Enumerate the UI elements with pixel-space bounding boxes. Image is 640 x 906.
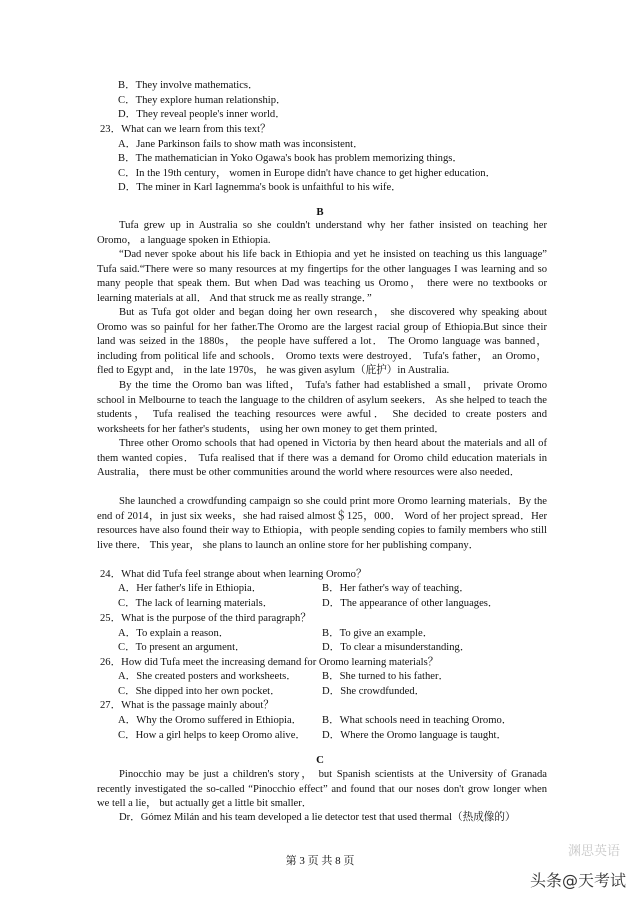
q26-option-c: C．She dipped into her own pocket． (118, 686, 281, 697)
q22-option-d: D．They reveal people's inner world． (118, 109, 286, 120)
b-paragraph-5: Three other Oromo schools that had opened in Victoria by then heard about the materials and all of them wanted copies． Tufa realised that if there was a demand for Oromo child education materials in Australia， there must be other communities around the world where resources were also needed． (97, 438, 547, 479)
q27-stem: 27．What is the passage mainly about？ (100, 700, 274, 711)
q24-option-d: D．The appearance of other languages． (322, 598, 499, 609)
q24-option-a: A．Her father's life in Ethiopia． (118, 583, 263, 594)
q27-option-a: A．Why the Oromo suffered in Ethiopia． (118, 715, 303, 726)
q27-option-d: D．Where the Oromo language is taught． (322, 730, 508, 741)
q22-option-c: C．They explore human relationship． (118, 95, 287, 106)
q25-option-d: D．To clear a misunderstanding． (322, 642, 471, 653)
q25-stem: 25．What is the purpose of the third paragraph？ (100, 613, 311, 624)
q24-stem: 24．What did Tufa feel strange about when learning Oromo？ (100, 569, 367, 580)
q25-option-a: A．To explain a reason． (118, 628, 230, 639)
q26-stem: 26．How did Tufa meet the increasing demand for Oromo learning materials？ (100, 657, 439, 668)
toutiao-watermark (530, 868, 626, 891)
q23-option-a: A．Jane Parkinson fails to show math was inconsistent． (118, 139, 364, 150)
q24-option-b: B．Her father's way of teaching． (322, 583, 470, 594)
c-paragraph-1: Pinocchio may be just a children's story， but Spanish scientists at the University of Granada recently investigated the so-called “Pinocchio effect” and found that our noses don't grow longer when we tell a lie， but actually get a little bit smaller． (97, 769, 547, 810)
faint-watermark: 渊思英语 (567, 844, 620, 859)
q23-option-c: C．In the 19th century， women in Europe didn't have chance to get higher education． (118, 168, 497, 179)
q24-option-c: C．The lack of learning materials． (118, 598, 274, 609)
page-number-footer: 第 3 页 共 8 页 (285, 855, 355, 867)
b-paragraph-1: Tufa grew up in Australia so she couldn't understand why her father insisted on teaching her Oromo， a language spoken in Ethiopia. (97, 220, 547, 246)
q26-option-a: A．She created posters and worksheets． (118, 671, 297, 682)
q23-stem: 23．What can we learn from this text？ (100, 124, 271, 135)
q27-option-c: C．How a girl helps to keep Oromo alive． (118, 730, 307, 741)
q26-option-d: D．She crowdfunded． (322, 686, 426, 697)
q25-option-b: B．To give an example． (322, 628, 434, 639)
section-b-heading: B (316, 206, 324, 218)
q23-option-b: B．The mathematician in Yoko Ogawa's book has problem memorizing things． (118, 153, 463, 164)
b-paragraph-3: But as Tufa got older and began doing her own research， she discovered why speaking about Oromo was so painful for her father.The Oromo are the largest racial group of Ethiopia.But since their land was seized in the 1880s， the people have suffered a lot． The Oromo language was banned， including from political life and schools． Oromo texts were destroyed． Tufa's father， an Oromo， fled to Egypt and， in the late 1970s， he was given asylum（庇护）in Australia. (97, 307, 547, 377)
q26-option-b: B．She turned to his father． (322, 671, 450, 682)
watermark-text: 头条@天考试 (529, 871, 626, 890)
q22-option-b: B．They involve mathematics． (118, 80, 259, 91)
b-paragraph-4: By the time the Oromo ban was lifted， Tufa's father had established a small， private Oromo school in Melbourne to teach the language to the children of asylum seekers． As she helped to teach the students， Tufa realised the teaching resources were awful． She decided to create posters and worksheets for her father's students， using her own money to get them printed． (97, 380, 547, 435)
c-paragraph-2: Dr．Gómez Milán and his team developed a lie detector test that used thermal（热成像的） (119, 812, 516, 823)
q25-option-c: C．To present an argument． (118, 642, 246, 653)
q27-option-b: B．What schools need in teaching Oromo． (322, 715, 513, 726)
b-paragraph-6: She launched a crowdfunding campaign so she could print more Oromo learning materials．By the end of 2014，in just six weeks，she had raised almost＄125，000． Word of her project spread．Her resources have also found their way to Ethiopia，with people sending copies to family members who still live there． This year， she plans to launch an online store for her publishing company． (97, 496, 547, 551)
section-c-heading: C (316, 754, 324, 766)
b-paragraph-2: “Dad never spoke about his life back in Ethiopia and yet he insisted on teaching us this language” Tufa said.“There were so many resources at my fingertips for the other languages I was learning and so many people that speak them. But when Dad was teaching us Oromo， there were no textbooks or learning materials at all． And that struck me as really strange．” (97, 249, 547, 304)
q23-option-d: D．The miner in Karl Iagnemma's book is unfaithful to his wife． (118, 182, 402, 193)
